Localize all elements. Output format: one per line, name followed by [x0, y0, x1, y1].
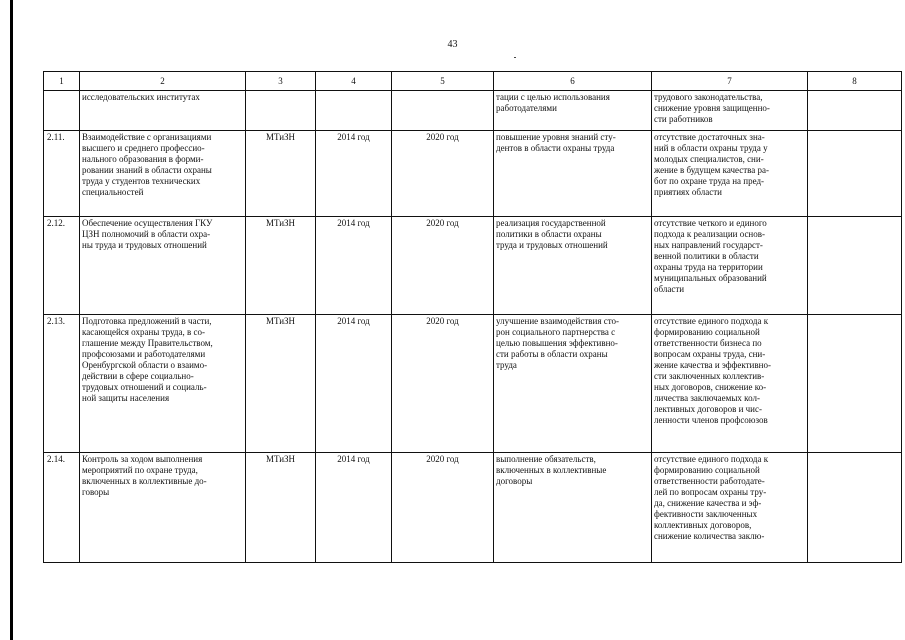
start-cell — [316, 217, 392, 315]
end-cell — [392, 91, 494, 131]
executor-text: МТиЗН — [265, 218, 296, 228]
end-year: 2020 год — [426, 316, 459, 326]
consequence-text: трудового законодательства, снижение уровня защищенно- сти работников — [654, 92, 770, 124]
link-cell — [808, 217, 902, 315]
table-row — [44, 217, 902, 315]
executor-cell — [246, 217, 316, 315]
table-row — [44, 131, 902, 217]
consequence-cell — [652, 453, 808, 563]
end-cell — [392, 453, 494, 563]
event-cell — [80, 315, 246, 453]
event-text: Контроль за ходом выполнения мероприятий по охране труда, включенных в коллективные до- говоры — [82, 454, 207, 497]
result-text: улучшение взаимодействия сто- рон социального партнерства с целью повышения эффективно- сти работы в области охраны труда — [496, 316, 620, 370]
start-year: 2014 год — [337, 454, 370, 464]
scan-edge-line — [10, 0, 13, 640]
table-row — [44, 453, 902, 563]
page-number: 43 — [447, 39, 458, 50]
event-cell — [80, 217, 246, 315]
row-number: 2.13. — [47, 316, 65, 326]
table-row — [44, 315, 902, 453]
consequence-text: отсутствие четкого и единого подхода к реализации основ- ных направлений государст- венной политики в области охраны труда на территории муниципальных образований области — [654, 218, 767, 294]
result-cell — [494, 453, 652, 563]
start-year: 2014 год — [337, 218, 370, 228]
consequence-text: отсутствие достаточных зна- ний в области охраны труда у молодых специалистов, сни- жение в будущем качества ра- бот по охране труда на пред- приятиях области — [654, 132, 770, 197]
row-number: 2.12. — [47, 218, 65, 228]
executor-cell — [246, 315, 316, 453]
table-row — [44, 91, 902, 131]
result-cell — [494, 131, 652, 217]
row-number-cell — [44, 91, 80, 131]
event-text: исследовательских институтах — [82, 92, 200, 102]
row-number: 2.14. — [47, 454, 65, 464]
start-cell — [316, 131, 392, 217]
event-cell — [80, 131, 246, 217]
executor-text: МТиЗН — [265, 454, 296, 464]
event-text: Подготовка предложений в части, касающейся охраны труда, в со- глашение между Правительством, профсоюзами и работодателями Оренбургской области о взаимо- действии в сфере социально- трудовых отношений и социаль- ной защиты населения — [82, 316, 213, 403]
start-cell — [316, 91, 392, 131]
result-cell — [494, 91, 652, 131]
event-cell — [80, 453, 246, 563]
measures-table — [43, 71, 902, 563]
result-text: выполнение обязательств, включенных в коллективные договоры — [496, 454, 607, 486]
column-header: 7 — [652, 72, 808, 91]
result-cell — [494, 217, 652, 315]
start-cell — [316, 453, 392, 563]
event-text: Взаимодействие с организациями высшего и среднего профессио- нального образования в форми- ровании знаний в области охраны труда у студентов технических специальностей — [82, 132, 212, 197]
result-text: тации с целью использования работодателями — [496, 92, 610, 113]
result-text: повышение уровня знаний сту- дентов в области охраны труда — [496, 132, 616, 153]
consequence-cell — [652, 315, 808, 453]
column-header: 2 — [80, 72, 246, 91]
result-text: реализация государственной политики в области охраны труда и трудовых отношений — [496, 218, 608, 250]
row-number-cell — [44, 453, 80, 563]
link-cell — [808, 453, 902, 563]
row-number-cell — [44, 217, 80, 315]
consequence-text: отсутствие единого подхода к формированию социальной ответственности бизнеса по вопросам охраны труда, сни- жение качества и эффективно- сти заключенных коллектив- ных договоров, снижение ко- личества заключаемых кол- лективных договоров и чис- ленности членов профсоюзов — [654, 316, 771, 425]
consequence-cell — [652, 217, 808, 315]
executor-cell — [246, 453, 316, 563]
table-header-row — [44, 72, 902, 91]
link-cell — [808, 91, 902, 131]
column-header: 8 — [808, 72, 902, 91]
end-cell — [392, 131, 494, 217]
consequence-cell — [652, 91, 808, 131]
end-year: 2020 год — [426, 132, 459, 142]
end-cell — [392, 315, 494, 453]
consequence-text: отсутствие единого подхода к формированию социальной ответственности работодате- лей по вопросам охраны тру- да, снижение качества и эф- фективности заключенных коллективных договоров, снижение количества заклю- — [654, 454, 769, 541]
end-year: 2020 год — [426, 218, 459, 228]
link-cell — [808, 315, 902, 453]
column-header: 5 — [392, 72, 494, 91]
result-cell — [494, 315, 652, 453]
column-header: 3 — [246, 72, 316, 91]
column-header: 4 — [316, 72, 392, 91]
start-cell — [316, 315, 392, 453]
event-cell — [80, 91, 246, 131]
row-number-cell — [44, 315, 80, 453]
scan-speck — [514, 57, 516, 58]
executor-cell — [246, 91, 316, 131]
column-header: 1 — [44, 72, 80, 91]
executor-text: МТиЗН — [265, 316, 296, 326]
event-text: Обеспечение осуществления ГКУ ЦЗН полномочий в области охра- ны труда и трудовых отношений — [82, 218, 213, 250]
consequence-cell — [652, 131, 808, 217]
executor-cell — [246, 131, 316, 217]
row-number: 2.11. — [47, 132, 65, 142]
row-number-cell — [44, 131, 80, 217]
start-year: 2014 год — [337, 132, 370, 142]
end-year: 2020 год — [426, 454, 459, 464]
column-header: 6 — [494, 72, 652, 91]
end-cell — [392, 217, 494, 315]
link-cell — [808, 131, 902, 217]
start-year: 2014 год — [337, 316, 370, 326]
executor-text: МТиЗН — [265, 132, 296, 142]
